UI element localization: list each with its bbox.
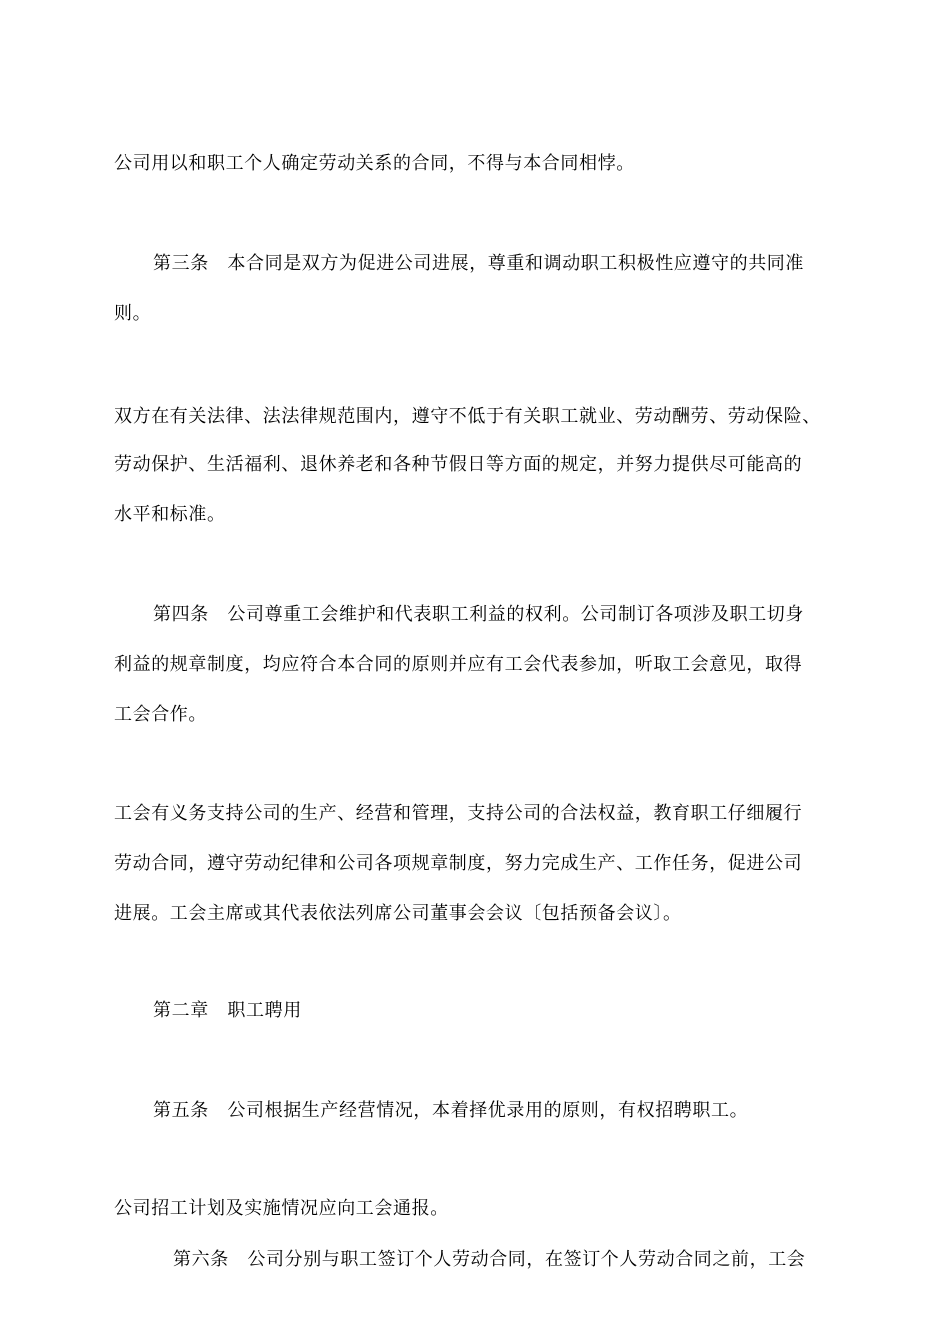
paragraph-line: 公司用以和职工个人确定劳动关系的合同，不得与本合同相悖。: [114, 153, 635, 174]
paragraph-line: 工会合作。: [114, 704, 207, 725]
paragraph-line: 劳动保护、生活福利、退休养老和各种节假日等方面的规定，并努力提供尽可能高的: [114, 454, 803, 475]
article-3-heading-line: 第三条 本合同是双方为促进公司进展，尊重和调动职工积极性应遵守的共同准: [153, 253, 804, 274]
article-5-heading-line: 第五条 公司根据生产经营情况，本着择优录用的原则，有权招聘职工。: [153, 1100, 749, 1121]
paragraph-line: 公司招工计划及实施情况应向工会通报。: [114, 1198, 449, 1219]
paragraph-line: 进展。工会主席或其代表依法列席公司董事会会议〔包括预备会议〕。: [114, 903, 682, 924]
paragraph-line: 水平和标准。: [114, 504, 226, 525]
paragraph-line: 则。: [114, 303, 152, 324]
chapter-2-heading: 第二章 职工聘用: [153, 1000, 302, 1021]
paragraph-line: 双方在有关法律、法法律规范围内，遵守不低于有关职工就业、劳动酬劳、劳动保险、: [114, 406, 821, 427]
paragraph-line: 工会有义务支持公司的生产、经营和管理，支持公司的合法权益，教育职工仔细履行: [114, 803, 803, 824]
paragraph-line: 劳动合同，遵守劳动纪律和公司各项规章制度，努力完成生产、工作任务，促进公司: [114, 853, 803, 874]
article-6-heading-line: 第六条 公司分别与职工签订个人劳动合同，在签订个人劳动合同之前，工会: [173, 1249, 806, 1270]
paragraph-line: 利益的规章制度，均应符合本合同的原则并应有工会代表参加，听取工会意见，取得: [114, 654, 803, 675]
article-4-heading-line: 第四条 公司尊重工会维护和代表职工利益的权利。公司制订各项涉及职工切身: [153, 604, 804, 625]
